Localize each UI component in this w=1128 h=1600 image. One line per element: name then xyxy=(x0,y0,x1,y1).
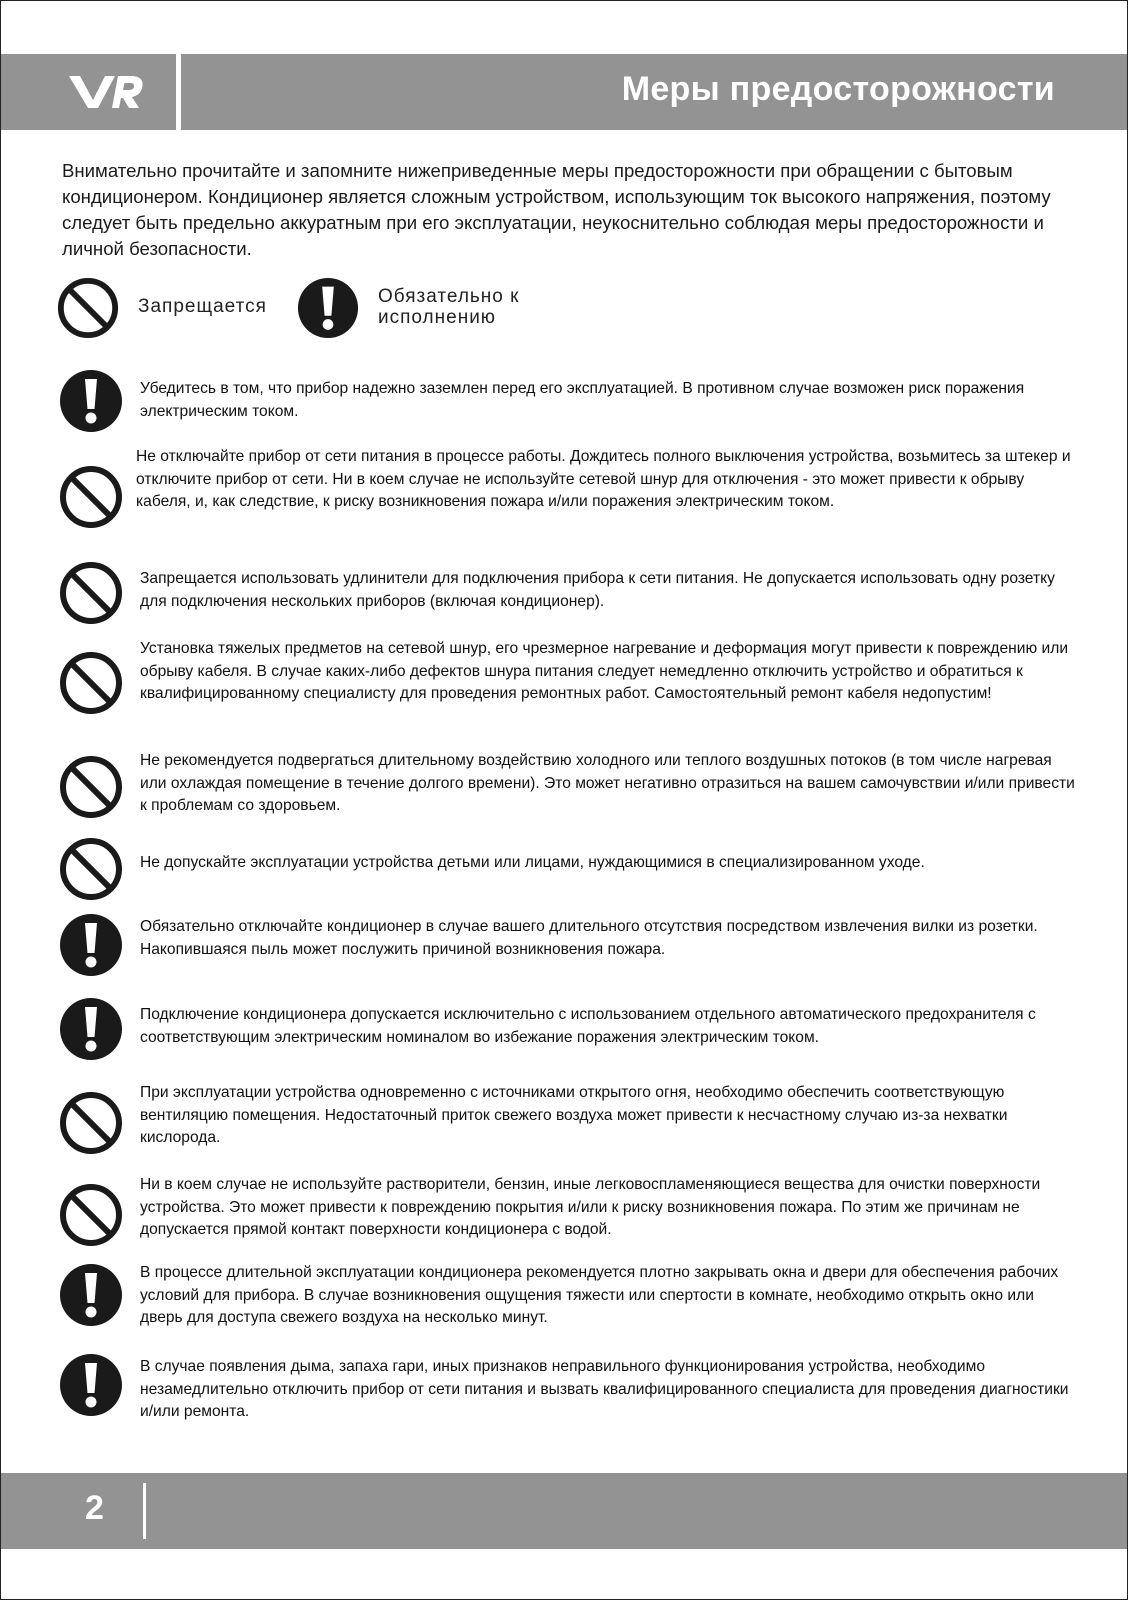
legend-prohibited-label: Запрещается xyxy=(138,296,267,317)
mandatory-icon xyxy=(58,1352,124,1418)
precaution-text: В процессе длительной эксплуатации кондиционера рекомендуется плотно закрывать окна и двери для обеспечения рабочих условий для прибора. В случае возникновения ощущения тяжести или спертости в комнате, необходимо открыть окно или дверь для доступа свежего воздуха на несколько минут. xyxy=(140,1264,1059,1326)
legend xyxy=(56,276,656,340)
precaution-text: Не допускайте эксплуатации устройства детьми или лицами, нуждающимися в специализированном уходе. xyxy=(140,854,925,871)
page-number: 2 xyxy=(85,1489,104,1527)
precaution-text: Установка тяжелых предметов на сетевой шнур, его чрезмерное нагревание и деформация могут привести к повреждению или обрыву кабеля. В случае каких-либо дефектов шнура питания следует немедленно отключить устройство и обратиться к квалифицированному специалисту для проведения ремонтных работ. Самостоятельный ремонт кабеля недопустим! xyxy=(140,640,1069,702)
precaution-text: Не рекомендуется подвергаться длительному воздействию холодного или теплого воздушных потоков (в том числе нагревая или охлаждая помещение в течение долгого времени). Это может негативно отразиться на вашем самочувствии и/или привести к проблемам со здоровьем. xyxy=(140,752,1075,814)
precaution-text: Ни в коем случае не используйте растворители, бензин, иные легковоспламеняющиеся вещества для очистки поверхности устройства. Это может привести к повреждению покрытия и/или к риску возникновения пожара. По этим же причинам не допускается прямой контакт поверхности кондиционера с водой. xyxy=(140,1176,1041,1238)
precaution-text: Убедитесь в том, что прибор надежно заземлен перед его эксплуатацией. В противном случае возможен риск поражения электрическим током. xyxy=(140,380,1025,420)
precaution-text: Не отключайте прибор от сети питания в процессе работы. Дождитесь полного выключения устройства, возьмитесь за штекер и отключите прибор от сети. Ни в коем случае не используйте сетевой шнур для отключения - это может привести к обрыву кабеля, и, как следствие, к риску возникновения пожара и/или поражения электрическим током. xyxy=(136,448,1071,510)
page-header xyxy=(1,54,1127,130)
precaution-text: Запрещается использовать удлинители для подключения прибора к сети питания. Не допускается использовать одну розетку для подключения нескольких приборов (включая кондиционер). xyxy=(140,570,1055,610)
prohibited-icon xyxy=(58,650,124,716)
vr-logo xyxy=(67,72,145,112)
footer-divider xyxy=(143,1483,146,1539)
intro-paragraph: Внимательно прочитайте и запомните нижеприведенные меры предосторожности при обращении с бытовым кондиционером. Кондиционер является сложным устройством, использующим ток высокого напряжения, поэтому следует быть предельно аккуратным при его эксплуатации, неукоснительно соблюдая меры предосторожности и личной безопасности. xyxy=(62,160,1051,259)
precaution-text: Обязательно отключайте кондиционер в случае вашего длительного отсутствия посредством извлечения вилки из розетки. Накопившаяся пыль может послужить причиной возникновения пожара. xyxy=(140,918,1038,958)
prohibited-icon xyxy=(56,276,120,340)
mandatory-icon xyxy=(58,1262,124,1328)
prohibited-icon xyxy=(58,560,124,626)
mandatory-icon xyxy=(58,368,124,434)
mandatory-icon xyxy=(58,996,124,1062)
mandatory-icon xyxy=(296,276,360,340)
header-divider xyxy=(176,54,181,130)
page-footer xyxy=(1,1473,1127,1549)
prohibited-icon xyxy=(58,1090,124,1156)
precaution-text: Подключение кондиционера допускается исключительно с использованием отдельного автоматического предохранителя с соответствующим электрическим номиналом во избежание поражения электрическим током. xyxy=(140,1006,1036,1046)
precaution-text: При эксплуатации устройства одновременно с источниками открытого огня, необходимо обеспечить соответствующую вентиляцию помещения. Недостаточный приток свежего воздуха может привести к несчастному случаю из-за нехватки кислорода. xyxy=(140,1084,1008,1146)
prohibited-icon xyxy=(58,464,124,530)
precaution-text: В случае появления дыма, запаха гари, иных признаков неправильного функционирования устройства, необходимо незамедлительно отключить прибор от сети питания и вызвать квалифицированного специалиста для проведения диагностики и/или ремонта. xyxy=(140,1358,1069,1420)
legend-mandatory-label: Обязательно к исполнению xyxy=(378,286,520,328)
prohibited-icon xyxy=(58,836,124,902)
prohibited-icon xyxy=(58,1182,124,1248)
prohibited-icon xyxy=(58,754,124,820)
mandatory-icon xyxy=(58,912,124,978)
page-title: Меры предосторожности xyxy=(621,70,1055,108)
